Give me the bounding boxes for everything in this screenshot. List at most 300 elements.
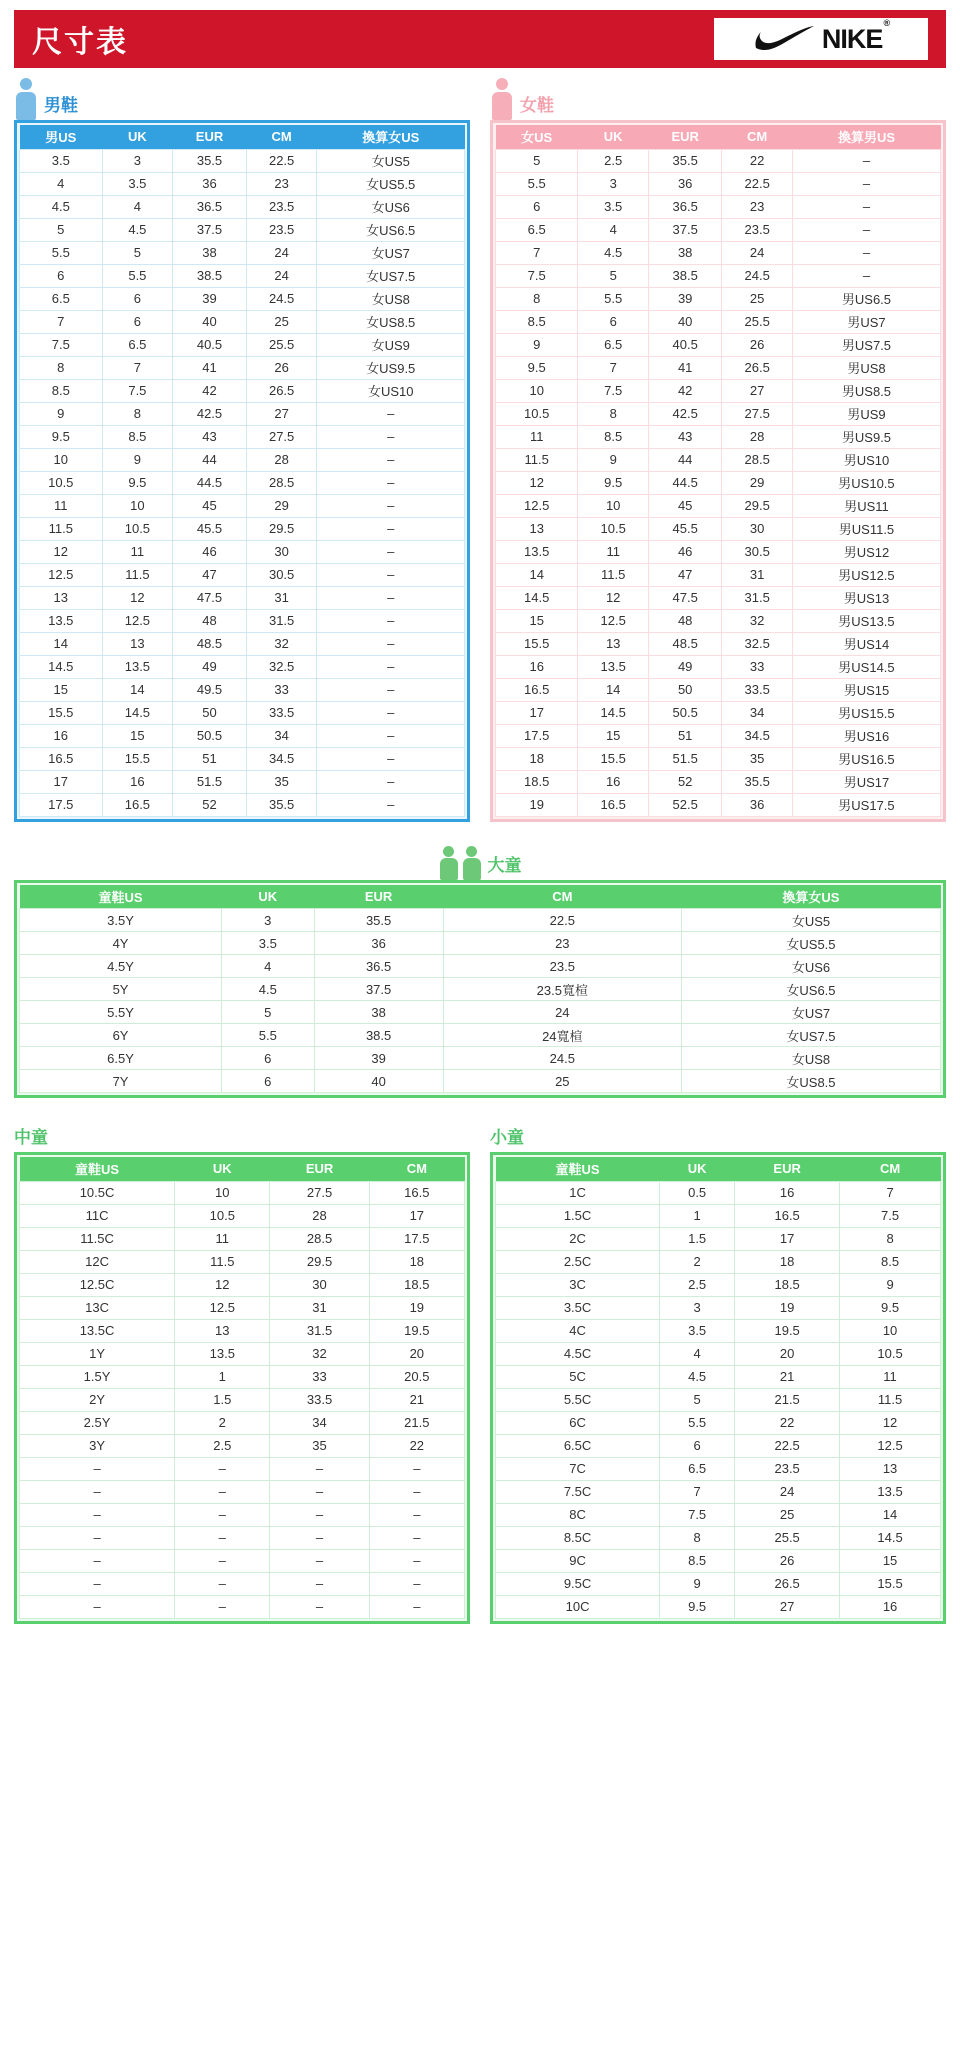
table-cell: 24.5	[443, 1047, 681, 1070]
women-section-label	[490, 68, 946, 120]
bigkid-size-table-panel	[14, 880, 946, 1099]
table-row	[20, 1526, 465, 1549]
table-cell: 14	[578, 678, 649, 701]
table-cell: 31.5	[722, 586, 793, 609]
table-cell: 19	[369, 1296, 464, 1319]
table-row	[496, 195, 941, 218]
table-cell: 6Y	[20, 1024, 222, 1047]
table-cell: –	[20, 1526, 175, 1549]
table-cell: 13	[20, 586, 103, 609]
table-cell: 14	[840, 1503, 941, 1526]
table-cell: 女US8	[681, 1047, 940, 1070]
table-cell: 6C	[496, 1411, 660, 1434]
table-cell: 25.5	[722, 310, 793, 333]
table-row	[20, 356, 465, 379]
table-cell: 4	[660, 1342, 735, 1365]
table-row	[496, 425, 941, 448]
table-cell: 7	[840, 1181, 941, 1204]
table-cell: 0.5	[660, 1181, 735, 1204]
table-cell: 10	[102, 494, 173, 517]
table-cell: 35	[722, 747, 793, 770]
table-cell: –	[270, 1595, 369, 1618]
table-cell: 5.5	[578, 287, 649, 310]
table-cell: –	[317, 425, 465, 448]
table-cell: 23.5寬楦	[443, 978, 681, 1001]
table-row	[20, 1319, 465, 1342]
table-cell: 34.5	[246, 747, 317, 770]
column-header-1: 男US	[20, 125, 103, 149]
table-cell: –	[175, 1526, 270, 1549]
table-cell: 36.5	[314, 955, 443, 978]
bigkid-section-label	[14, 834, 946, 880]
table-cell: 4	[20, 172, 103, 195]
table-cell: 4.5	[660, 1365, 735, 1388]
table-cell: 27.5	[722, 402, 793, 425]
table-cell: 11	[578, 540, 649, 563]
table-cell: 19.5	[735, 1319, 840, 1342]
table-cell: 16	[578, 770, 649, 793]
table-cell: 15.5	[102, 747, 173, 770]
table-cell: 26	[722, 333, 793, 356]
table-cell: 2C	[496, 1227, 660, 1250]
table-cell: 11.5	[578, 563, 649, 586]
table-cell: –	[369, 1595, 464, 1618]
table-cell: –	[175, 1549, 270, 1572]
table-cell: 28	[722, 425, 793, 448]
table-cell: 10.5	[840, 1342, 941, 1365]
table-cell: 31	[270, 1296, 369, 1319]
table-row	[20, 195, 465, 218]
bigkid-size-table	[19, 885, 941, 1094]
table-cell: 男US15.5	[792, 701, 940, 724]
table-cell: 13	[840, 1457, 941, 1480]
table-cell: 6	[20, 264, 103, 287]
table-cell: 1	[175, 1365, 270, 1388]
table-cell: 2.5	[175, 1434, 270, 1457]
column-header-1: 童鞋US	[20, 1157, 175, 1181]
table-cell: 19.5	[369, 1319, 464, 1342]
table-row	[20, 770, 465, 793]
table-cell: –	[792, 264, 940, 287]
table-cell: 18	[369, 1250, 464, 1273]
table-cell: 35.5	[648, 149, 721, 172]
table-row	[20, 909, 941, 932]
table-cell: 8.5	[840, 1250, 941, 1273]
column-header-5: 換算男US	[792, 125, 940, 149]
table-cell: 15.5	[840, 1572, 941, 1595]
table-cell: 男US11	[792, 494, 940, 517]
table-row	[20, 172, 465, 195]
table-cell: 男US16	[792, 724, 940, 747]
table-cell: 18	[735, 1250, 840, 1273]
table-cell: 20	[369, 1342, 464, 1365]
smallkid-size-table	[495, 1157, 941, 1619]
table-cell: 27	[722, 379, 793, 402]
table-cell: 女US7.5	[317, 264, 465, 287]
table-cell: 39	[314, 1047, 443, 1070]
table-cell: 8	[496, 287, 578, 310]
table-cell: –	[317, 517, 465, 540]
table-cell: 11	[175, 1227, 270, 1250]
table-cell: 30.5	[722, 540, 793, 563]
table-cell: 16.5	[735, 1204, 840, 1227]
table-row	[20, 1595, 465, 1618]
table-cell: 29.5	[270, 1250, 369, 1273]
table-cell: 10	[496, 379, 578, 402]
table-cell: 5	[496, 149, 578, 172]
table-cell: 10.5	[20, 471, 103, 494]
table-cell: 8.5	[660, 1549, 735, 1572]
table-cell: 17.5	[20, 793, 103, 816]
table-cell: –	[317, 655, 465, 678]
table-cell: 51	[173, 747, 247, 770]
table-cell: –	[792, 218, 940, 241]
table-row	[496, 1549, 941, 1572]
table-cell: 13.5C	[20, 1319, 175, 1342]
table-cell: –	[270, 1549, 369, 1572]
table-cell: 22.5	[443, 909, 681, 932]
table-cell: 51.5	[173, 770, 247, 793]
table-cell: –	[317, 448, 465, 471]
table-cell: 17.5	[496, 724, 578, 747]
table-cell: 26.5	[722, 356, 793, 379]
table-cell: 5	[222, 1001, 314, 1024]
table-cell: 33.5	[246, 701, 317, 724]
table-row	[496, 793, 941, 816]
table-cell: 34	[246, 724, 317, 747]
table-cell: 31.5	[270, 1319, 369, 1342]
table-cell: 15	[578, 724, 649, 747]
table-cell: 27	[246, 402, 317, 425]
table-cell: 4	[102, 195, 173, 218]
table-cell: 22.5	[722, 172, 793, 195]
table-row	[496, 471, 941, 494]
table-cell: 男US7.5	[792, 333, 940, 356]
table-cell: 41	[648, 356, 721, 379]
brand-logo-area	[696, 10, 946, 68]
table-row	[496, 402, 941, 425]
table-cell: 14	[20, 632, 103, 655]
table-cell: 42.5	[648, 402, 721, 425]
table-row	[20, 1503, 465, 1526]
table-cell: 17	[20, 770, 103, 793]
column-header-3: EUR	[314, 885, 443, 909]
table-row	[20, 1227, 465, 1250]
table-cell: 男US10	[792, 448, 940, 471]
table-header-row	[496, 1157, 941, 1181]
table-cell: 21.5	[735, 1388, 840, 1411]
table-cell: 4.5	[102, 218, 173, 241]
table-cell: 4.5Y	[20, 955, 222, 978]
table-row	[20, 1070, 941, 1093]
table-cell: 5	[20, 218, 103, 241]
table-cell: 45	[173, 494, 247, 517]
table-cell: 女US8.5	[317, 310, 465, 333]
table-cell: 34	[722, 701, 793, 724]
table-row	[496, 563, 941, 586]
table-cell: 6	[222, 1047, 314, 1070]
table-cell: 50.5	[648, 701, 721, 724]
page-header	[14, 10, 946, 68]
table-cell: 13.5	[20, 609, 103, 632]
midkid-size-table	[19, 1157, 465, 1619]
table-cell: 男US14	[792, 632, 940, 655]
table-row	[20, 1273, 465, 1296]
table-cell: 1.5C	[496, 1204, 660, 1227]
table-cell: –	[369, 1549, 464, 1572]
column-header-3: EUR	[735, 1157, 840, 1181]
men-label-text: 男鞋	[44, 96, 78, 115]
table-cell: 1.5	[660, 1227, 735, 1250]
table-cell: 9.5	[660, 1595, 735, 1618]
table-cell: 女US5	[681, 909, 940, 932]
table-row	[20, 747, 465, 770]
table-cell: 43	[173, 425, 247, 448]
table-cell: –	[175, 1480, 270, 1503]
table-cell: –	[20, 1572, 175, 1595]
table-cell: 23.5	[722, 218, 793, 241]
nike-swoosh-icon	[754, 26, 816, 52]
table-cell: 7	[578, 356, 649, 379]
table-cell: 40	[173, 310, 247, 333]
table-row	[496, 770, 941, 793]
table-cell: 10	[578, 494, 649, 517]
table-cell: 35.5	[314, 909, 443, 932]
table-cell: –	[20, 1457, 175, 1480]
table-cell: 7	[496, 241, 578, 264]
table-row	[496, 494, 941, 517]
table-cell: –	[317, 724, 465, 747]
table-cell: 42	[648, 379, 721, 402]
table-cell: 12.5C	[20, 1273, 175, 1296]
table-row	[20, 264, 465, 287]
table-cell: 12	[496, 471, 578, 494]
table-row	[496, 540, 941, 563]
table-row	[496, 1250, 941, 1273]
table-cell: 5.5	[496, 172, 578, 195]
table-cell: –	[20, 1549, 175, 1572]
table-cell: 9C	[496, 1549, 660, 1572]
table-cell: 10	[840, 1319, 941, 1342]
table-cell: 9	[102, 448, 173, 471]
table-cell: 男US17.5	[792, 793, 940, 816]
table-cell: 11	[496, 425, 578, 448]
table-cell: 男US8	[792, 356, 940, 379]
table-row	[496, 333, 941, 356]
table-row	[20, 540, 465, 563]
table-cell: 2.5Y	[20, 1411, 175, 1434]
table-cell: 28	[270, 1204, 369, 1227]
table-cell: 37.5	[314, 978, 443, 1001]
table-cell: 31	[722, 563, 793, 586]
table-cell: 23	[722, 195, 793, 218]
male-figure-icon	[14, 78, 38, 120]
table-cell: –	[20, 1595, 175, 1618]
column-header-4: CM	[246, 125, 317, 149]
table-cell: 32.5	[246, 655, 317, 678]
table-row	[496, 609, 941, 632]
table-cell: 45	[648, 494, 721, 517]
table-cell: 女US5.5	[317, 172, 465, 195]
column-header-4: CM	[443, 885, 681, 909]
table-cell: 14.5	[578, 701, 649, 724]
table-cell: 5Y	[20, 978, 222, 1001]
table-cell: 女US8	[317, 287, 465, 310]
table-row	[496, 724, 941, 747]
table-cell: 8.5	[578, 425, 649, 448]
table-row	[496, 1365, 941, 1388]
table-cell: 6	[496, 195, 578, 218]
column-header-2: UK	[102, 125, 173, 149]
table-cell: 16.5	[369, 1181, 464, 1204]
table-cell: –	[317, 471, 465, 494]
table-cell: 男US13	[792, 586, 940, 609]
table-cell: 15.5	[578, 747, 649, 770]
table-row	[496, 1296, 941, 1319]
table-cell: 9	[496, 333, 578, 356]
table-cell: 女US9	[317, 333, 465, 356]
table-cell: 24	[246, 264, 317, 287]
table-cell: 14	[102, 678, 173, 701]
table-row	[496, 632, 941, 655]
table-cell: 12.5	[496, 494, 578, 517]
table-cell: 50.5	[173, 724, 247, 747]
table-row	[496, 701, 941, 724]
men-size-table	[19, 125, 465, 817]
table-cell: 40.5	[648, 333, 721, 356]
table-cell: 15	[102, 724, 173, 747]
table-row	[20, 1342, 465, 1365]
table-cell: 26	[246, 356, 317, 379]
table-cell: 17.5	[369, 1227, 464, 1250]
table-cell: 52	[648, 770, 721, 793]
table-cell: –	[369, 1457, 464, 1480]
table-row	[496, 1480, 941, 1503]
table-cell: 30	[722, 517, 793, 540]
table-cell: 15	[840, 1549, 941, 1572]
men-section-label	[14, 68, 470, 120]
table-cell: 40	[648, 310, 721, 333]
table-header-row	[20, 885, 941, 909]
table-cell: –	[175, 1595, 270, 1618]
table-row	[496, 1411, 941, 1434]
table-header-row	[20, 125, 465, 149]
table-cell: –	[317, 494, 465, 517]
table-row	[20, 1024, 941, 1047]
table-cell: 9	[840, 1273, 941, 1296]
table-cell: 36.5	[648, 195, 721, 218]
table-row	[20, 333, 465, 356]
table-cell: 12	[20, 540, 103, 563]
table-cell: –	[317, 609, 465, 632]
table-cell: 4	[578, 218, 649, 241]
table-cell: 6.5	[102, 333, 173, 356]
table-row	[496, 379, 941, 402]
table-cell: 51.5	[648, 747, 721, 770]
table-cell: –	[792, 149, 940, 172]
table-cell: 52.5	[648, 793, 721, 816]
table-cell: 9.5	[102, 471, 173, 494]
table-cell: 1C	[496, 1181, 660, 1204]
table-cell: 10	[20, 448, 103, 471]
table-cell: 8	[578, 402, 649, 425]
table-cell: 女US6	[681, 955, 940, 978]
table-cell: 8	[20, 356, 103, 379]
table-row	[20, 1457, 465, 1480]
table-cell: 30	[246, 540, 317, 563]
table-cell: 35.5	[722, 770, 793, 793]
table-row	[496, 1503, 941, 1526]
column-header-3: EUR	[648, 125, 721, 149]
table-row	[20, 402, 465, 425]
female-figure-icon	[490, 78, 514, 120]
table-row	[496, 1227, 941, 1250]
table-row	[496, 1434, 941, 1457]
table-cell: 女US5	[317, 149, 465, 172]
table-cell: 3.5	[578, 195, 649, 218]
size-chart-page	[0, 10, 960, 2071]
table-cell: 38.5	[314, 1024, 443, 1047]
table-cell: 13.5	[578, 655, 649, 678]
table-cell: 47.5	[648, 586, 721, 609]
table-cell: 35	[270, 1434, 369, 1457]
column-header-4: CM	[369, 1157, 464, 1181]
table-cell: 5.5	[660, 1411, 735, 1434]
table-cell: 16	[102, 770, 173, 793]
table-cell: 12.5	[20, 563, 103, 586]
table-row	[496, 1572, 941, 1595]
table-cell: 36.5	[173, 195, 247, 218]
table-cell: 7.5	[660, 1503, 735, 1526]
column-header-1: 童鞋US	[20, 885, 222, 909]
table-cell: 33	[246, 678, 317, 701]
table-cell: 18	[496, 747, 578, 770]
table-cell: 15.5	[20, 701, 103, 724]
table-cell: 8	[660, 1526, 735, 1549]
table-cell: 23.5	[735, 1457, 840, 1480]
column-header-3: EUR	[270, 1157, 369, 1181]
table-cell: 25.5	[735, 1526, 840, 1549]
table-cell: 36	[722, 793, 793, 816]
table-cell: 13.5	[102, 655, 173, 678]
table-cell: 22.5	[735, 1434, 840, 1457]
table-row	[20, 471, 465, 494]
table-row	[20, 1365, 465, 1388]
table-cell: 31	[246, 586, 317, 609]
table-header-row	[20, 1157, 465, 1181]
table-cell: 13	[578, 632, 649, 655]
table-cell: 6	[222, 1070, 314, 1093]
table-cell: 51	[648, 724, 721, 747]
table-row	[496, 1388, 941, 1411]
table-cell: 2.5	[578, 149, 649, 172]
table-cell: 30.5	[246, 563, 317, 586]
table-cell: 6.5	[20, 287, 103, 310]
table-cell: 18.5	[369, 1273, 464, 1296]
table-row	[496, 1595, 941, 1618]
table-cell: –	[369, 1572, 464, 1595]
table-row	[20, 793, 465, 816]
table-cell: 49	[173, 655, 247, 678]
table-cell: 4C	[496, 1319, 660, 1342]
table-row	[20, 563, 465, 586]
table-cell: 33	[722, 655, 793, 678]
table-cell: 女US10	[317, 379, 465, 402]
table-cell: 41	[173, 356, 247, 379]
table-row	[496, 1204, 941, 1227]
table-cell: 22	[735, 1411, 840, 1434]
table-row	[20, 632, 465, 655]
